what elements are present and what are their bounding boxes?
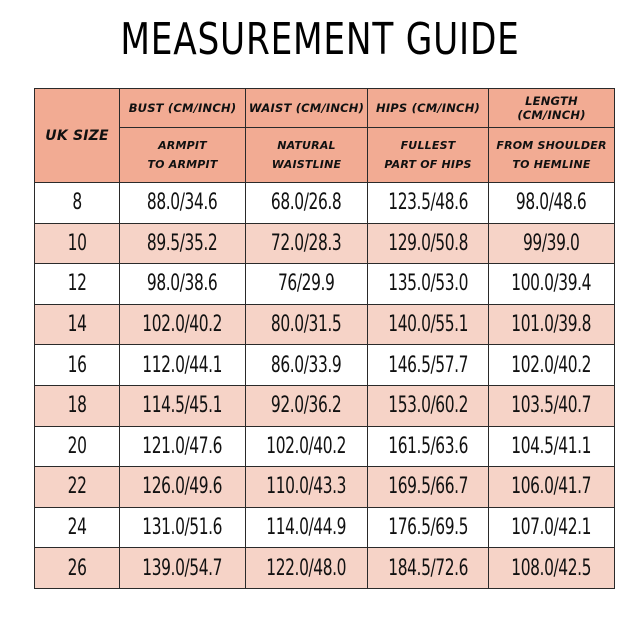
bust-header: BUST (CM/INCH): [120, 89, 246, 128]
size-value: 22: [67, 474, 87, 500]
waist-value: 110.0/43.3: [266, 474, 347, 500]
bust-value: 112.0/44.1: [142, 352, 223, 378]
size-value: 12: [67, 271, 87, 297]
table-row: [35, 507, 615, 548]
waist-cell: [246, 264, 368, 305]
bust-cell: [120, 548, 246, 589]
length-cell: [489, 264, 615, 305]
size-cell: [35, 385, 120, 426]
length-value: 104.5/41.1: [511, 433, 592, 459]
waist-value: 122.0/48.0: [266, 555, 347, 581]
hips-value: 153.0/60.2: [388, 393, 468, 419]
length-value: 107.0/42.1: [511, 515, 592, 541]
bust-cell: [120, 467, 246, 508]
size-value: 8: [72, 190, 82, 216]
hips-cell: [368, 264, 489, 305]
table-row: [35, 426, 615, 467]
bust-cell: [120, 264, 246, 305]
size-value: 20: [67, 433, 87, 459]
size-cell: [35, 507, 120, 548]
length-cell: [489, 223, 615, 264]
length-value: 101.0/39.8: [511, 312, 592, 338]
bust-value: 88.0/34.6: [147, 190, 218, 216]
waist-cell: [246, 507, 368, 548]
waist-value: 92.0/36.2: [271, 393, 342, 419]
waist-header: WAIST (CM/INCH): [246, 89, 368, 128]
bust-cell: [120, 223, 246, 264]
waist-cell: [246, 467, 368, 508]
header-row: [35, 89, 615, 128]
size-cell: [35, 223, 120, 264]
hips-value: 161.5/63.6: [388, 433, 468, 459]
length-value: 99/39.0: [523, 230, 580, 256]
hips-cell: [368, 304, 489, 345]
waist-cell: [246, 223, 368, 264]
size-value: 14: [67, 312, 87, 338]
size-cell: [35, 548, 120, 589]
bust-value: 139.0/54.7: [142, 555, 223, 581]
hips-cell: [368, 507, 489, 548]
bust-value: 89.5/35.2: [147, 230, 218, 256]
size-cell: [35, 183, 120, 224]
hips-value: 140.0/55.1: [388, 312, 468, 338]
hips-value: 184.5/72.6: [388, 555, 468, 581]
length-cell: [489, 385, 615, 426]
length-cell: [489, 507, 615, 548]
page-title: MEASUREMENT GUIDE: [120, 14, 520, 65]
table-row: [35, 264, 615, 305]
length-cell: [489, 345, 615, 386]
hips-cell: [368, 548, 489, 589]
size-value: 16: [67, 352, 87, 378]
length-cell: [489, 467, 615, 508]
waist-value: 76/29.9: [278, 271, 335, 297]
hips-value: 123.5/48.6: [388, 190, 468, 216]
waist-value: 80.0/31.5: [271, 312, 342, 338]
hips-cell: [368, 183, 489, 224]
waist-cell: [246, 548, 368, 589]
length-value: 108.0/42.5: [511, 555, 592, 581]
waist-cell: [246, 183, 368, 224]
bust-value: 102.0/40.2: [142, 312, 223, 338]
bust-cell: [120, 507, 246, 548]
size-cell: [35, 304, 120, 345]
size-cell: [35, 345, 120, 386]
waist-value: 86.0/33.9: [271, 352, 342, 378]
table-row: [35, 467, 615, 508]
hips-header: HIPS (CM/INCH): [368, 89, 489, 128]
hips-value: 146.5/57.7: [388, 352, 468, 378]
waist-value: 68.0/26.8: [271, 190, 342, 216]
size-value: 10: [67, 230, 87, 256]
bust-cell: [120, 426, 246, 467]
length-value: 98.0/48.6: [516, 190, 587, 216]
length-subheader: FROM SHOULDER TO HEMLINE: [489, 128, 615, 183]
table-row: [35, 345, 615, 386]
bust-cell: [120, 183, 246, 224]
size-cell: [35, 264, 120, 305]
waist-cell: [246, 385, 368, 426]
waist-value: 102.0/40.2: [266, 433, 347, 459]
hips-value: 129.0/50.8: [388, 230, 468, 256]
length-cell: [489, 426, 615, 467]
size-cell: [35, 467, 120, 508]
hips-cell: [368, 467, 489, 508]
bust-value: 126.0/49.6: [142, 474, 223, 500]
hips-subheader: FULLEST PART OF HIPS: [368, 128, 489, 183]
hips-value: 176.5/69.5: [388, 515, 468, 541]
bust-cell: [120, 345, 246, 386]
bust-value: 121.0/47.6: [142, 433, 223, 459]
bust-cell: [120, 385, 246, 426]
waist-value: 72.0/28.3: [271, 230, 342, 256]
table-row: [35, 223, 615, 264]
table-row: [35, 304, 615, 345]
bust-cell: [120, 304, 246, 345]
subheader-row: [35, 128, 615, 183]
bust-value: 131.0/51.6: [142, 515, 223, 541]
bust-subheader: ARMPIT TO ARMPIT: [120, 128, 246, 183]
size-value: 18: [67, 393, 87, 419]
waist-value: 114.0/44.9: [266, 515, 347, 541]
length-cell: [489, 304, 615, 345]
length-cell: [489, 183, 615, 224]
measurement-table: [34, 88, 615, 589]
bust-value: 98.0/38.6: [147, 271, 218, 297]
length-value: 103.5/40.7: [511, 393, 592, 419]
hips-cell: [368, 385, 489, 426]
length-value: 100.0/39.4: [511, 271, 592, 297]
hips-value: 169.5/66.7: [388, 474, 468, 500]
table-row: [35, 548, 615, 589]
length-cell: [489, 548, 615, 589]
table-row: [35, 183, 615, 224]
waist-cell: [246, 304, 368, 345]
waist-subheader: NATURAL WAISTLINE: [246, 128, 368, 183]
table-row: [35, 385, 615, 426]
hips-cell: [368, 426, 489, 467]
size-cell: [35, 426, 120, 467]
hips-cell: [368, 345, 489, 386]
size-value: 26: [67, 555, 87, 581]
waist-cell: [246, 345, 368, 386]
length-value: 102.0/40.2: [511, 352, 592, 378]
hips-cell: [368, 223, 489, 264]
size-value: 24: [67, 515, 87, 541]
hips-value: 135.0/53.0: [388, 271, 468, 297]
length-header: LENGTH (CM/INCH): [489, 89, 615, 128]
waist-cell: [246, 426, 368, 467]
uk-size-header: UK SIZE: [35, 89, 120, 183]
bust-value: 114.5/45.1: [142, 393, 223, 419]
length-value: 106.0/41.7: [511, 474, 592, 500]
